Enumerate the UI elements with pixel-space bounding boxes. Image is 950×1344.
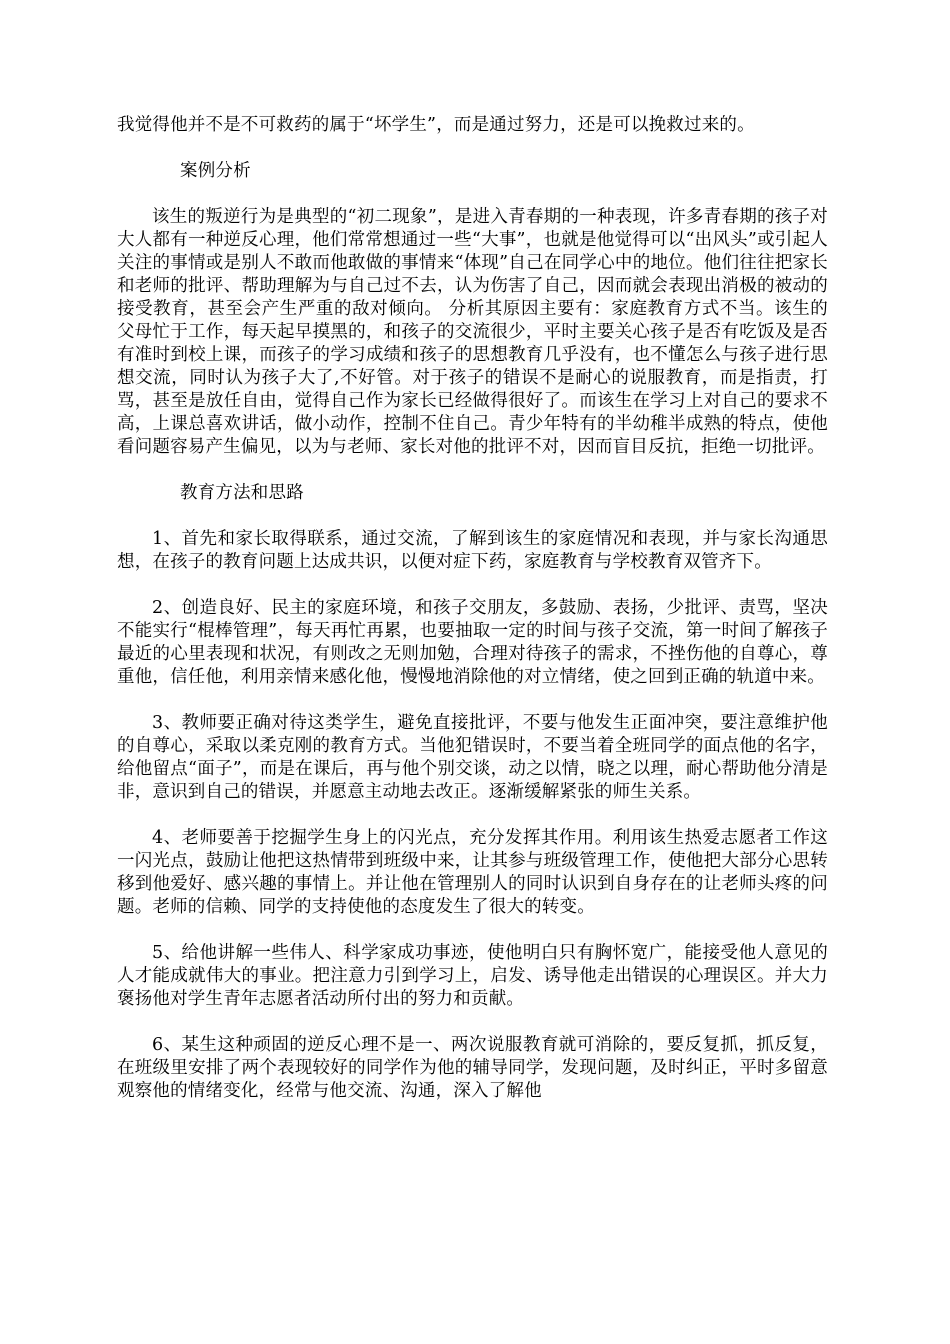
- paragraph-method-3: 3、教师要正确对待这类学生，避免直接批评，不要与他发生正面冲突，要注意维护他的自尊心，采取以柔克刚的教育方式。当他犯错误时，不要当着全班同学的面点他的名字，给他留点“面子”，而是在课后，再与他个别交谈，动之以情，晓之以理，耐心帮助他分清是非，意识到自己的错误，并愿意主动地去改正。逐渐缓解紧张的师生关系。: [117, 713, 828, 802]
- paragraph-method-2: 2、创造良好、民主的家庭环境，和孩子交朋友，多鼓励、表扬，少批评、责骂，坚决不能实行“棍棒管理”，每天再忙再累，也要抽取一定的时间与孩子交流，第一时间了解孩子最近的心里表现和状况，有则改之无则加勉，合理对待孩子的需求，不挫伤他的自尊心，尊重他，信任他，利用亲情来感化他，慢慢地消除他的对立情绪，使之回到正确的轨道中来。: [117, 598, 828, 687]
- document-page: [117, 114, 828, 1126]
- paragraph-method-6: 6、某生这种顽固的逆反心理不是一、两次说服教育就可消除的，要反复抓，抓反复，在班级里安排了两个表现较好的同学作为他的辅导同学，发现问题，及时纠正，平时多留意观察他的情绪变化，经常与他交流、沟通，深入了解他: [117, 1035, 828, 1101]
- paragraph-intro-continuation: 我觉得他并不是不可救药的属于“坏学生”，而是通过努力，还是可以挽救过来的。: [117, 115, 755, 135]
- paragraph-case-analysis: 该生的叛逆行为是典型的“初二现象”，是进入青春期的一种表现，许多青春期的孩子对大人都有一种逆反心理，他们常常想通过一些“大事”，也就是他觉得可以“出风头”或引起人关注的事情或是别人不敢而他敢做的事情来“体现”自己在同学心中的地位。他们往往把家长和老师的批评、帮助理解为与自己过不去，认为伤害了自己，因而就会表现出消极的被动的接受教育，甚至会产生严重的敌对倾向。 分析其原因主要有：家庭教育方式不当。该生的父母忙于工作，每天起早摸黑的，和孩子的交流很少，平时主要关心孩子是否有吃饭及是否有准时到校上课，而孩子的学习成绩和孩子的思想教育几乎没有，也不懂怎么与孩子进行思想交流，同时认为孩子大了,不好管。对于孩子的错误不是耐心的说服教育，而是指责，打骂，甚至是放任自由，觉得自己作为家长已经做得很好了。而该生在学习上对自己的要求不高，上课总喜欢讲话，做小动作，控制不住自己。青少年特有的半幼稚半成熟的特点，使他看问题容易产生偏见，以为与老师、家长对他的批评不对，因而盲目反抗，拒绝一切批评。: [117, 207, 828, 457]
- paragraph-method-4: 4、老师要善于挖掘学生身上的闪光点，充分发挥其作用。利用该生热爱志愿者工作这一闪光点，鼓励让他把这热情带到班级中来，让其参与班级管理工作，使他把大部分心思转移到他爱好、感兴趣的事情上。并让他在管理别人的同时认识到自身存在的让老师头疼的问题。老师的信赖、同学的支持使他的态度发生了很大的转变。: [117, 828, 828, 917]
- section-heading-case-analysis: 案例分析: [180, 161, 251, 181]
- paragraph-method-5: 5、给他讲解一些伟人、科学家成功事迹，使他明白只有胸怀宽广，能接受他人意见的人才能成就伟大的事业。把注意力引到学习上，启发、诱导他走出错误的心理误区。并大力褒扬他对学生青年志愿者活动所付出的努力和贡献。: [117, 943, 828, 1009]
- paragraph-method-1: 1、首先和家长取得联系，通过交流，了解到该生的家庭情况和表现，并与家长沟通思想，在孩子的教育问题上达成共识，以便对症下药，家庭教育与学校教育双管齐下。: [117, 529, 828, 572]
- section-heading-methods: 教育方法和思路: [180, 483, 304, 503]
